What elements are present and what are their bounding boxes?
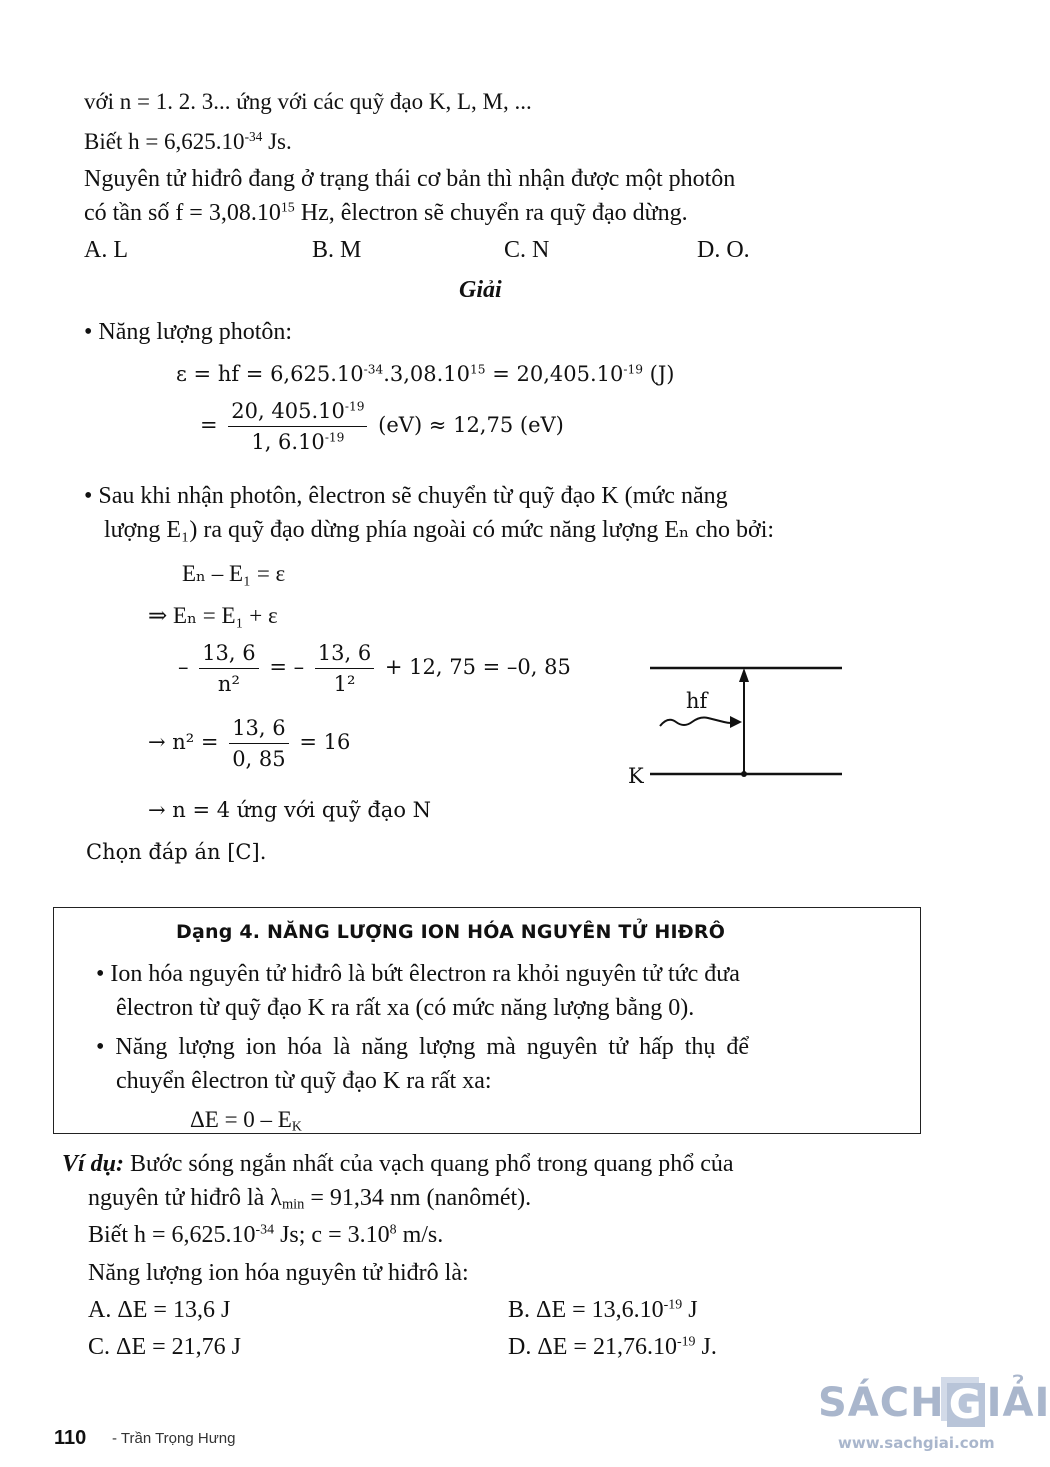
equation-level-difference: Eₙ – E₁ = ε [182, 561, 286, 586]
transition-arrowhead [739, 668, 749, 682]
solution-bullet-1: • Năng lượng photôn: [84, 319, 293, 345]
example-option-b: B. $\Delta E = 13,6.10^{-19}$ J [508, 1297, 698, 1323]
theory-formula: $\Delta E = 0 - E_K$ [190, 1107, 302, 1134]
problem-question-line-1: Nguyên tử hiđrô đang ở trạng thái cơ bản thì nhận được một photôn [84, 166, 736, 192]
problem-line-1: với n = 1. 2. 3... ứng với các quỹ đạo K, L, M, ... [84, 89, 532, 114]
photon-arrowhead [730, 716, 742, 728]
photon-wave-icon [660, 718, 736, 727]
option-a: A. L [84, 237, 128, 263]
watermark-url: www.sachgiai.com [838, 1434, 995, 1452]
example-known-constants: Biết $h = 6,625.10^{-34}$ Js; $c = 3.10^8$ m/s. [88, 1222, 444, 1248]
equation-level-n: ⇒ Eₙ = E₁ + ε [148, 603, 278, 628]
problem-known-constant: Biết $h = 6,625.10^{-34}$ Js. [84, 129, 292, 154]
fraction-13-6-over-n2: $\frac{13, 6}{\text{n²}}$ [199, 640, 258, 697]
photon-label: hf [686, 689, 708, 713]
problem-question-line-2: có tần số $f = 3,08.10^{15}$ Hz, êlectron sẽ chuyển ra quỹ đạo dừng. [84, 200, 688, 226]
page-number: 110 [54, 1427, 87, 1449]
option-d: D. O. [697, 237, 750, 263]
theory-bullet-1-line-2: êlectron từ quỹ đạo K ra rất xa (có mức năng lượng bằng 0). [116, 995, 695, 1021]
energy-level-diagram [620, 650, 860, 790]
theory-bullet-2-line-1: • Năng lượng ion hóa là năng lượng mà nguyên tử hấp thụ để [96, 1034, 750, 1060]
option-c: C. N [504, 237, 550, 263]
theory-box-title: Dạng 4. NĂNG LƯỢNG ION HÓA NGUYÊN TỬ HIĐRÔ [176, 921, 726, 943]
solution-answer: Chọn đáp án [C]. [86, 840, 267, 864]
example-question: Năng lượng ion hóa nguyên tử hiđrô là: [88, 1260, 469, 1286]
option-b: B. M [312, 237, 362, 263]
author-credit: - Trần Trọng Hưng [112, 1430, 236, 1447]
theory-bullet-1-line-1: • Ion hóa nguyên tử hiđrô là bứt êlectron ra khỏi nguyên tử tức đưa [96, 961, 740, 987]
equation-n-result: → n = 4 ứng với quỹ đạo N [148, 798, 432, 822]
watermark-logo: SÁCH G IẢI [818, 1380, 1050, 1428]
transition-origin-dot [741, 771, 747, 777]
fraction-joule-to-ev: $\frac{20, 405.10^{-19}}{1, 6.10^{-19}}$ [228, 398, 367, 455]
solution-bullet-2-line-2: lượng E₁) ra quỹ đạo dừng phía ngoài có mức năng lượng Eₙ cho bởi: [104, 517, 775, 543]
example-line-2: nguyên tử hiđrô là $\lambda_{min} = 91,34$ nm (nanômét). [88, 1185, 532, 1213]
k-level-label: K [628, 764, 644, 788]
solution-bullet-2-line-1: • Sau khi nhận photôn, êlectron sẽ chuyển từ quỹ đạo K (mức năng [84, 483, 728, 509]
solution-heading: Giải [459, 277, 502, 303]
fraction-13-6-over-0-85: $\frac{13, 6}{0, 85}$ [229, 715, 288, 772]
example-option-c: C. ΔE = 21,76 J [88, 1334, 241, 1360]
example-line-1: Ví dụ: Bước sóng ngắn nhất của vạch quang phổ trong quang phổ của [62, 1151, 734, 1177]
equation-energy-ev: = $\frac{20, 405.10^{-19}}{1, 6.10^{-19}}$ (eV) ≈ 12,75 (eV) [200, 399, 564, 454]
example-option-d: D. $\Delta E = 21,76.10^{-19}$ J. [508, 1334, 717, 1360]
watermark-g-icon: G [947, 1383, 985, 1427]
theory-bullet-2-line-2: chuyển êlectron từ quỹ đạo K ra rất xa: [116, 1068, 492, 1094]
equation-photon-energy: ε = hf = $6,625.10^{-34}.3,08.10^{15} = 20,405.10^{-19}$ (J) [176, 362, 675, 386]
example-option-a: A. ΔE = 13,6 J [88, 1297, 231, 1323]
equation-n-squared: → n² = $\frac{13, 6}{0, 85}$ = 16 [148, 716, 351, 771]
equation-bohr-levels: – $\frac{13, 6}{\text{n²}}$ = – $\frac{13, 6}{\text{1²}}$ + 12, 75 = –0, 85 [178, 641, 571, 696]
fraction-13-6-over-1: $\frac{13, 6}{\text{1²}}$ [315, 640, 374, 697]
